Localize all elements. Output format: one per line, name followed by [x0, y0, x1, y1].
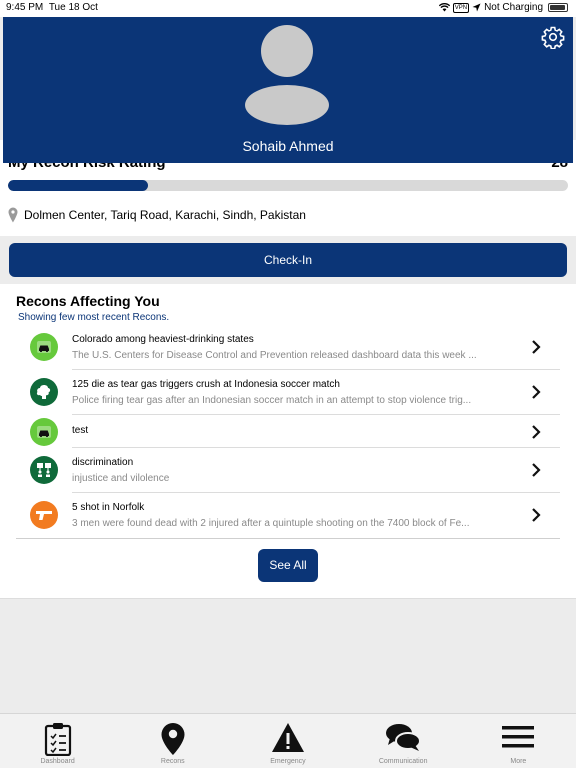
recon-subtitle: The U.S. Centers for Disease Control and Prevention released dashboard data this week ... [72, 350, 477, 361]
location-text: Dolmen Center, Tariq Road, Karachi, Sindh, Pakistan [24, 208, 306, 222]
recon-subtitle: Police firing tear gas after an Indonesian soccer match in an attempt to stop violence trig... [72, 395, 472, 406]
protest-icon [30, 456, 58, 484]
avatar-body [245, 85, 329, 125]
recon-item[interactable] [16, 370, 560, 415]
menu-icon [501, 722, 535, 752]
recons-section [0, 284, 576, 599]
current-location [0, 200, 576, 236]
map-pin-icon [8, 207, 18, 223]
check-in-button[interactable]: Check-In [9, 243, 567, 277]
tab-label: Emergency [270, 758, 306, 765]
recon-item[interactable] [16, 448, 560, 493]
profile-header [3, 17, 573, 163]
recons-title: Recons Affecting You [16, 293, 160, 309]
recon-title: 125 die as tear gas triggers crush at Indonesia soccer match [72, 379, 340, 390]
see-all-button[interactable]: See All [258, 549, 318, 582]
tab-bar [0, 713, 576, 768]
recons-subtitle: Showing few most recent Recons. [18, 312, 170, 323]
chat-bubbles-icon [385, 722, 421, 752]
tab-label: Communication [378, 758, 428, 765]
status-bar [0, 0, 576, 17]
car-icon [30, 333, 58, 361]
tab-communication[interactable] [346, 714, 461, 768]
battery-icon [548, 3, 568, 12]
chevron-right-icon [530, 507, 542, 523]
recon-subtitle: injustice and vilolence [72, 473, 170, 484]
recons-list [16, 325, 560, 539]
car-icon [30, 418, 58, 446]
recon-item[interactable] [16, 493, 560, 538]
tab-label: Dashboard [40, 758, 75, 765]
tab-dashboard[interactable] [0, 714, 115, 768]
tab-emergency[interactable] [230, 714, 345, 768]
gun-icon [30, 501, 58, 529]
chevron-right-icon [530, 384, 542, 400]
warning-icon [271, 722, 305, 754]
recon-item[interactable] [16, 325, 560, 370]
location-arrow-icon [472, 3, 481, 12]
avatar [261, 25, 313, 77]
tab-label: More [510, 758, 527, 765]
status-right [439, 2, 568, 13]
profile-name: Sohaib Ahmed [242, 138, 334, 154]
gear-icon[interactable] [541, 25, 565, 49]
tab-recons[interactable] [115, 714, 230, 768]
risk-progress-fill [8, 180, 148, 191]
chevron-right-icon [530, 424, 542, 440]
recon-subtitle: 3 men were found dead with 2 injured after a quintuple shooting on the 7400 block of Fe... [72, 518, 470, 529]
status-time: 9:45 PM Tue 18 Oct [6, 2, 98, 13]
checkin-area [0, 236, 576, 284]
recon-title: Colorado among heaviest-drinking states [72, 334, 254, 345]
wifi-icon [439, 3, 450, 12]
recon-item[interactable] [16, 415, 560, 448]
map-pin-icon [160, 722, 186, 756]
recon-title: discrimination [72, 457, 134, 468]
charging-status: Not Charging [484, 2, 543, 13]
risk-progress-bar [8, 180, 568, 191]
chevron-right-icon [530, 462, 542, 478]
tab-label: Recons [160, 758, 185, 765]
clipboard-icon [44, 722, 72, 756]
chevron-right-icon [530, 339, 542, 355]
recon-title: test [72, 425, 89, 436]
vpn-badge: VPN [454, 4, 468, 11]
tab-more[interactable] [461, 714, 576, 768]
recon-title: 5 shot in Norfolk [72, 502, 145, 513]
explosion-icon [30, 378, 58, 406]
